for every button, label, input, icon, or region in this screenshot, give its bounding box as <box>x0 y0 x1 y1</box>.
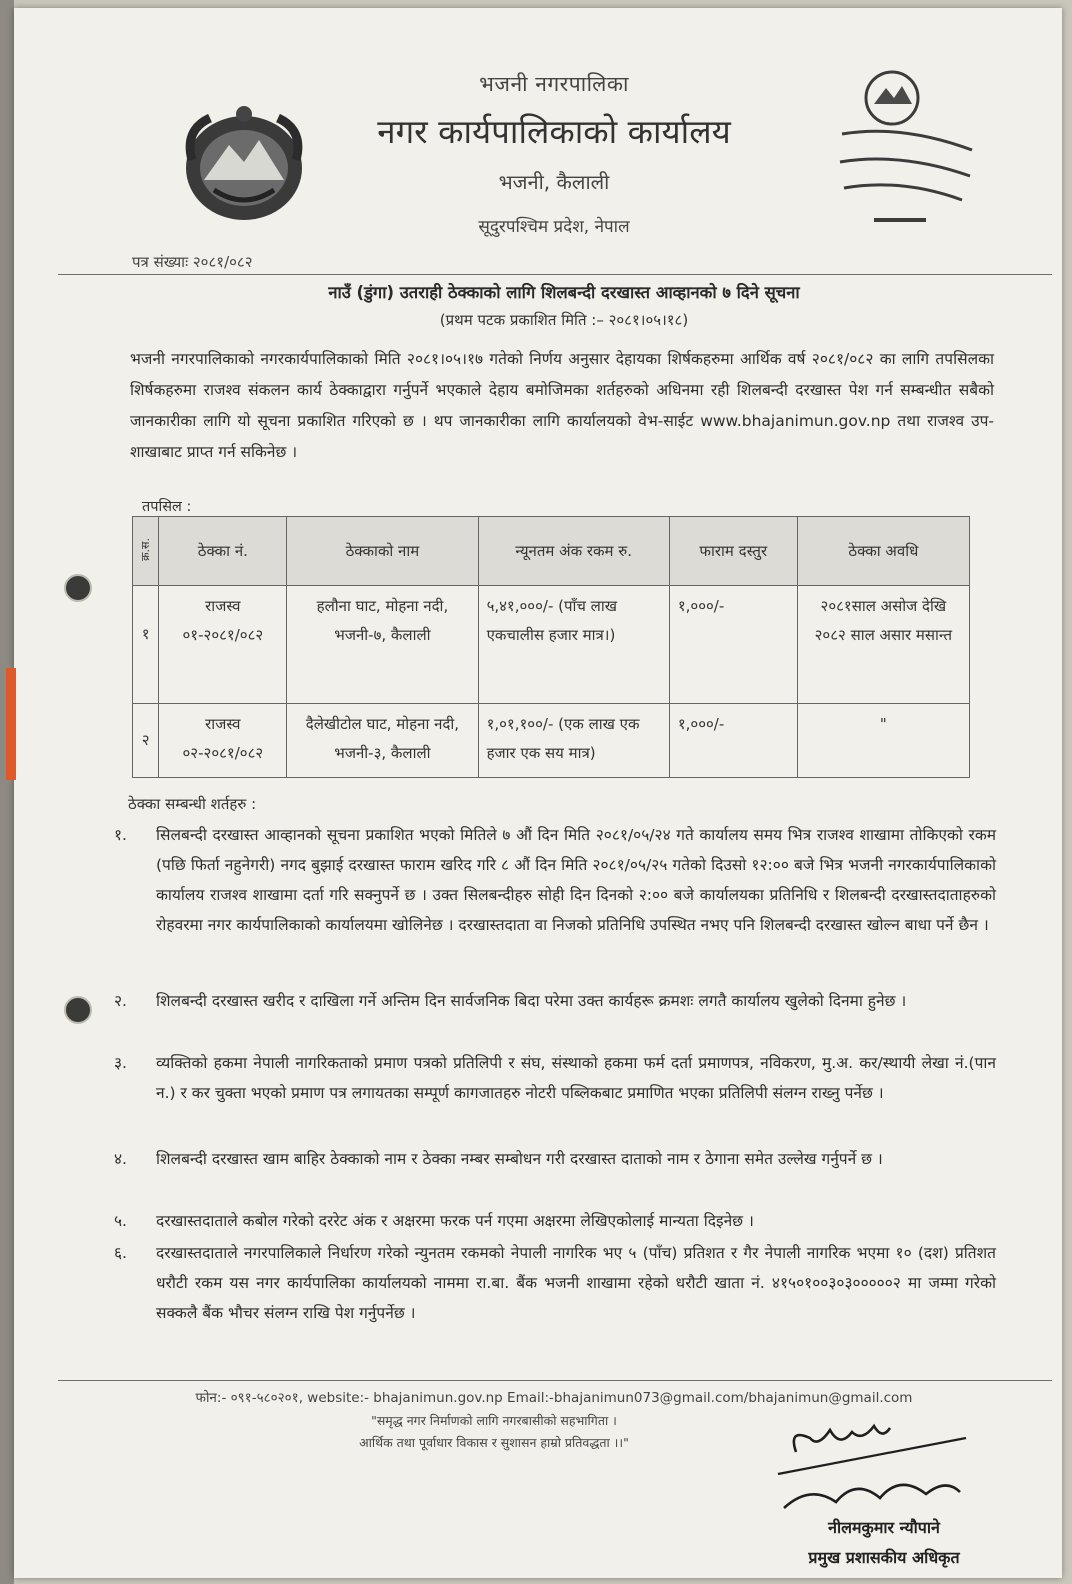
table-cell: हलौना घाट, मोहना नदी, भजनी-७, कैलाली <box>287 586 478 704</box>
punch-hole <box>64 996 92 1024</box>
table-caption: तपसिल : <box>142 499 192 515</box>
binder-edge <box>0 0 14 1584</box>
notice-title: नाउँ (डुंगा) उतराही ठेक्काको लागि शिलबन्दी दरखास्त आव्हानको ७ दिने सूचना <box>328 283 800 302</box>
condition-item <box>114 1144 996 1174</box>
office-location: भजनी, कैलाली <box>498 170 610 194</box>
signatory-title: प्रमुख प्रशासकीय अधिकृत <box>808 1548 960 1567</box>
condition-item <box>114 1206 996 1236</box>
condition-text: दरखास्तदाताले कबोल गरेको दररेट अंक र अक्षरमा फरक पर्न गएमा अक्षरमा लेखिएकोलाई मान्यता दिइनेछ । <box>156 1212 754 1230</box>
punch-hole <box>64 574 92 602</box>
header-cell-contract-period: ठेक्का अवधि <box>797 517 969 586</box>
signatory-name: नीलमकुमार न्यौपाने <box>828 1518 940 1537</box>
footer-quote-line2: आर्थिक तथा पूर्वाधार विकास र सुशासन हाम्रो प्रतिवद्धता ।।" <box>359 1435 629 1450</box>
condition-number: ३. <box>114 1054 127 1072</box>
table-cell: " <box>797 704 969 778</box>
table-cell: ५,४१,०००/- (पाँच लाख एकचालीस हजार मात्र।) <box>478 586 669 704</box>
letter-number: पत्र संख्याः २०८१/०८२ <box>132 253 253 271</box>
condition-item <box>114 1238 996 1328</box>
condition-text: दरखास्तदाताले नगरपालिकाले निर्धारण गरेको न्युनतम रकमको नेपाली नागरिक भए ५ (पाँच) प्रतिशत र गैर नेपाली नागरिक भएमा १० (दश) प्रतिशत धरौटी रकम यस नगर कार्यपालिका कार्यालयको नाममा रा.बा. बैंक भजनी शाखामा रहेको धरौटी खाता नं. ४१५०१००३०३०००००२ मा जम्मा गरेको सक्कलै बैंक भौचर संलग्न राखि पेश गर्नुपर्नेछ । <box>156 1244 996 1322</box>
footer-quote-line1: "समृद्ध नगर निर्माणको लागि नगरबासीको सहभागिता । <box>371 1413 617 1428</box>
header-divider <box>58 274 1052 275</box>
office-name: नगर कार्यपालिकाको कार्यालय <box>377 112 731 151</box>
table-cell: दैलेखीटोल घाट, मोहना नदी, भजनी-३, कैलाली <box>287 704 478 778</box>
table-row <box>133 586 970 704</box>
condition-text: सिलबन्दी दरखास्त आव्हानको सूचना प्रकाशित भएको मितिले ७ औं दिन मिति २०८१/०५/२४ गते कार्यालय समय भित्र राजश्व शाखामा तोकिएको रकम (पछि फिर्ता नहुनेगरी) नगद बुझाई दरखास्त फाराम खरिद गरि ८ औं दिन मिति २०८१/०५/२५ गतेको दिउसो १२:०० बजे भित्र भजनी नगरकार्यपालिकाको कार्यालय राजश्व शाखामा दर्ता गरि सक्नुपर्ने छ । उक्त सिलबन्दीहरु सोही दिन दिनको २:०० बजे कार्यालयका प्रतिनिधि र शिलबन्दी दरखास्तदाताहरुको रोहवरमा नगर कार्यपालिकाको कार्यालयमा खोलिनेछ । दरखास्तदाता वा निजको प्रतिनिधि उपस्थित नभए पनि शिलबन्दी दरखास्त खोल्न बाधा पर्ने छैन । <box>156 826 996 934</box>
table-cell: राजस्व ०२-२०८१/०८२ <box>159 704 287 778</box>
table-cell: २०८१साल असोज देखि २०८२ साल असार मसान्त <box>797 586 969 704</box>
condition-number: २. <box>114 992 127 1010</box>
conditions-heading: ठेक्का सम्बन्धी शर्तहरु : <box>128 795 257 813</box>
handwritten-signature <box>770 1408 990 1518</box>
condition-number: ६. <box>114 1244 127 1262</box>
intro-paragraph: भजनी नगरपालिकाको नगरकार्यपालिकाको मिति २०८१।०५।१७ गतेको निर्णय अनुसार देहायका शिर्षकहरुमा आर्थिक वर्ष २०८१/०८२ का लागि तपसिलका शिर्षकहरुमा राजश्व संकलन कार्य ठेक्काद्वारा गर्नुपर्ने भएकाले देहाय बमोजिमका शर्तहरुको अधिनमा रही शिलबन्दी दरखास्त पेश गर्न सम्बन्धीत सबैको जानकारीका लागि यो सूचना प्रकाशित गरिएको छ । थप जानकारीका लागि कार्यालयको वेभ-साईट www.bhajanimun.gov.np तथा राजश्व उप-शाखाबाट प्राप्त गर्न सकिनेछ । <box>130 350 994 461</box>
condition-text: शिलबन्दी दरखास्त खरीद र दाखिला गर्ने अन्तिम दिन सार्वजनिक बिदा परेमा उक्त कार्यहरू क्रमशः लगतै कार्यालय खुलेको दिनमा हुनेछ । <box>156 992 907 1010</box>
document-sheet <box>14 8 1062 1578</box>
table-cell: १,०१,१००/- (एक लाख एक हजार एक सय मात्र) <box>478 704 669 778</box>
table-cell: २ <box>133 704 159 778</box>
condition-number: ५. <box>114 1212 127 1230</box>
footer-contact: फोन:- ०९१-५८०२०१, website:- bhajanimun.gov.np Email:-bhajanimun073@gmail.com/bhajanimun@gmail.com <box>195 1390 913 1406</box>
header-cell-form-fee: फाराम दस्तुर <box>669 517 797 586</box>
red-index-tab <box>6 668 16 780</box>
condition-text: व्यक्तिको हकमा नेपाली नागरिकताको प्रमाण पत्रको प्रतिलिपी र संघ, संस्थाको हकमा फर्म दर्ता प्रमाणपत्र, नविकरण, मु.अ. कर/स्थायी लेखा नं.(पान न.) र कर चुक्ता भएको प्रमाण पत्र लगायतका सम्पूर्ण कागजातहरु नोटरी पब्लिकबाट प्रमाणित भएका प्रतिलिपी संलग्न राख्नु पर्नेछ । <box>156 1054 996 1102</box>
tender-table <box>132 516 970 778</box>
condition-number: ४. <box>114 1150 127 1168</box>
table-row <box>133 704 970 778</box>
condition-number: १. <box>114 826 127 844</box>
header-cell-contract-name: ठेक्काको नाम <box>287 517 478 586</box>
condition-text: शिलबन्दी दरखास्त खाम बाहिर ठेक्काको नाम र ठेक्का नम्बर सम्बोधन गरी दरखास्त दाताको नाम र ठेगाना समेत उल्लेख गर्नुपर्ने छ । <box>156 1150 883 1168</box>
condition-item <box>114 986 996 1016</box>
municipality-name: भजनी नगरपालिका <box>479 72 629 96</box>
condition-item <box>114 820 996 940</box>
table-header-row <box>133 517 970 586</box>
province-name: सूदुरपश्चिम प्रदेश, नेपाल <box>478 217 630 237</box>
table-cell: १,०००/- <box>669 586 797 704</box>
office-stamp-icon <box>822 64 992 236</box>
table-cell: १,०००/- <box>669 704 797 778</box>
header-cell-minimum-amount: न्यूनतम अंक रकम रु. <box>478 517 669 586</box>
condition-item <box>114 1048 996 1108</box>
footer-divider <box>58 1380 1052 1381</box>
header-cell-sn: क्र.स. <box>133 517 159 586</box>
header-cell-contract-no: ठेक्का नं. <box>159 517 287 586</box>
nepal-emblem-icon <box>174 100 314 230</box>
notice-published-date: (प्रथम पटक प्रकाशित मिति :– २०८१।०५।१८) <box>439 311 689 329</box>
table-cell: १ <box>133 586 159 704</box>
table-cell: राजस्व ०१-२०८१/०८२ <box>159 586 287 704</box>
